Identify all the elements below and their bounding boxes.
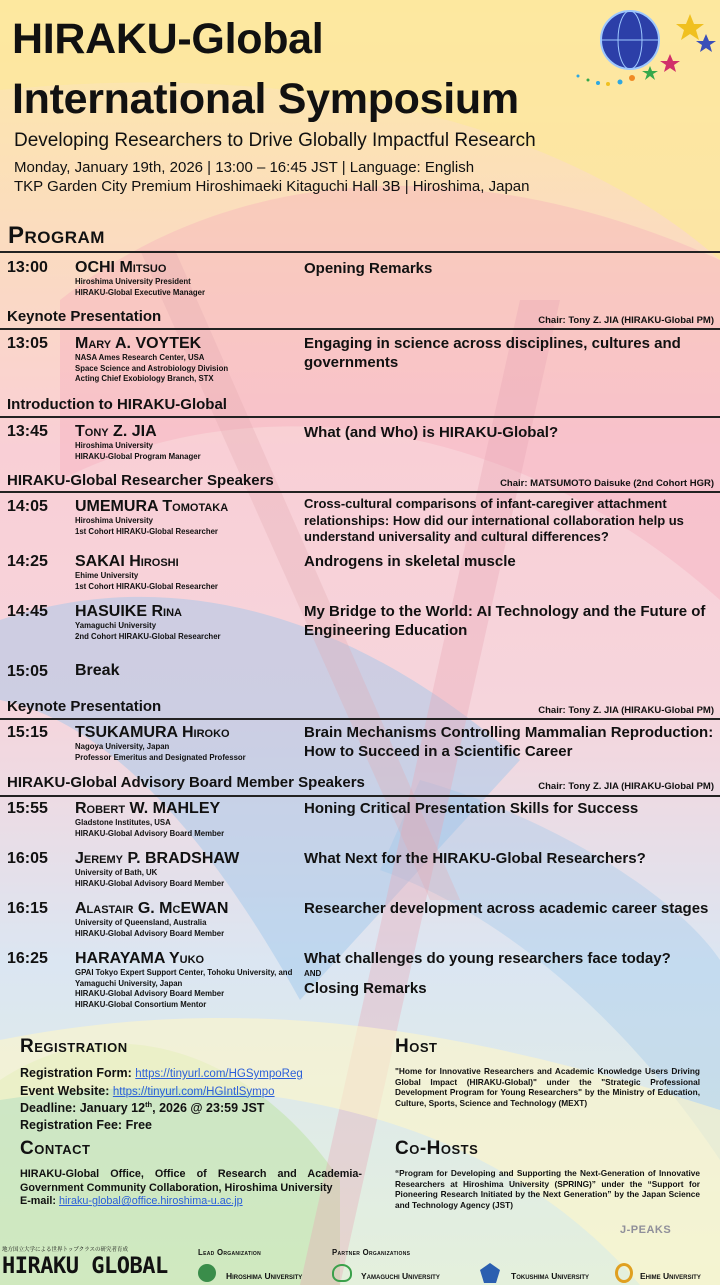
talk-title: Honing Critical Presentation Skills for Success — [304, 800, 639, 817]
registration-fee: Registration Fee: Free — [20, 1117, 152, 1132]
ehime-university-logo-icon — [615, 1263, 633, 1283]
speaker-affiliation: Hiroshima University — [75, 441, 153, 450]
speaker-block — [75, 335, 300, 385]
logo-caption: 地方国立大学による世界トップクラスの研究者育成 — [2, 1247, 129, 1253]
speaker-name: HASUIKE Rina — [75, 603, 182, 620]
speaker-block — [75, 662, 300, 680]
speaker-affiliation: Yamaguchi University — [75, 621, 157, 630]
speaker-name: HARAYAMA Yuko — [75, 950, 205, 967]
speaker-name: TSUKAMURA Hiroko — [75, 724, 230, 741]
hiraku-global-logo: HIRAKU GLOBAL — [2, 1254, 168, 1279]
hiroshima-university-logo-icon — [198, 1264, 216, 1282]
contact-email-link[interactable]: hiraku-global@office.hiroshima-u.ac.jp — [59, 1195, 243, 1208]
talk-title-group — [304, 949, 716, 998]
contact-heading: Contact — [20, 1138, 91, 1159]
talk-title: What (and Who) is HIRAKU-Global? — [304, 424, 559, 441]
chair-note: Chair: MATSUMOTO Daisuke (2nd Cohort HGR) — [500, 478, 714, 489]
speaker-affiliation: 2nd Cohort HIRAKU-Global Researcher — [75, 631, 221, 641]
talk-title: Engaging in science across disciplines, cultures and governments — [304, 335, 681, 371]
talk-title: Opening Remarks — [304, 260, 433, 277]
time-slot: 15:05 — [7, 663, 48, 680]
chair-note: Chair: Tony Z. JIA (HIRAKU-Global PM) — [538, 781, 714, 792]
cohosts-heading: Co-Hosts — [395, 1138, 479, 1159]
registration-block — [20, 1065, 370, 1133]
talk-title: Closing Remarks — [304, 980, 427, 997]
time-slot: 14:05 — [7, 498, 48, 515]
speaker-block — [75, 553, 300, 592]
speaker-block — [75, 724, 300, 763]
talk-title: Androgens in skeletal muscle — [304, 553, 516, 570]
speaker-name: UMEMURA Tomotaka — [75, 498, 229, 515]
speaker-name: OCHI Mitsuo — [75, 259, 167, 276]
section-label: Keynote Presentation — [7, 698, 162, 715]
chair-note: Chair: Tony Z. JIA (HIRAKU-Global PM) — [538, 705, 714, 716]
speaker-affiliation: Hiroshima University President — [75, 277, 191, 286]
time-slot: 16:05 — [7, 850, 48, 867]
speaker-name: Jeremy P. BRADSHAW — [75, 850, 240, 867]
talk-title: What Next for the HIRAKU-Global Researchers? — [304, 850, 646, 867]
speaker-affiliation: HIRAKU-Global Consortium Mentor — [75, 999, 207, 1009]
section-label: HIRAKU-Global Researcher Speakers — [7, 472, 274, 489]
speaker-affiliation: Space Science and Astrobiology Division — [75, 363, 229, 373]
lead-org-name: Hiroshima University — [226, 1271, 303, 1281]
time-slot: 14:45 — [7, 603, 48, 620]
speaker-affiliation: HIRAKU-Global Advisory Board Member — [75, 928, 225, 938]
venue-line: TKP Garden City Premium Hiroshimaeki Kitaguchi Hall 3B | Hiroshima, Japan — [14, 178, 530, 195]
divider — [0, 251, 720, 253]
time-slot: 15:15 — [7, 724, 48, 741]
divider — [0, 416, 720, 418]
partner-org-name: Ehime University — [640, 1271, 701, 1281]
date-line: Monday, January 19th, 2026 | 13:00 – 16:45 JST | Language: English — [14, 159, 475, 176]
speaker-block — [75, 850, 300, 889]
time-slot: 13:45 — [7, 423, 48, 440]
time-slot: 14:25 — [7, 553, 48, 570]
speaker-name: Robert W. MAHLEY — [75, 800, 221, 817]
time-slot: 13:00 — [7, 259, 48, 276]
speaker-affiliation: Professor Emeritus and Designated Professor — [75, 752, 246, 762]
section-label: HIRAKU-Global Advisory Board Member Speakers — [7, 774, 365, 791]
jpeaks-logo: J-PEAKS — [620, 1224, 672, 1236]
contact-text: HIRAKU-Global Office, Office of Research and Academia-Government Community Collaboration, Hiroshima University — [20, 1168, 362, 1194]
tokushima-university-logo-icon — [480, 1263, 500, 1283]
time-slot: 16:25 — [7, 950, 48, 967]
time-slot: 15:55 — [7, 800, 48, 817]
event-subtitle: Developing Researchers to Drive Globally Impactful Research — [14, 130, 536, 151]
event-title-line1: HIRAKU-Global — [12, 15, 324, 63]
speaker-affiliation: HIRAKU-Global Advisory Board Member — [75, 878, 225, 888]
program-heading: Program — [8, 222, 105, 249]
speaker-affiliation: HIRAKU-Global Program Manager — [75, 451, 201, 461]
divider — [0, 328, 720, 330]
talk-title: Brain Mechanisms Controlling Mammalian Reproduction: How to Succeed in a Scientific Career — [304, 724, 714, 760]
speaker-block — [75, 423, 300, 462]
speaker-affiliation: University of Queensland, Australia — [75, 918, 207, 927]
speaker-affiliation: Gladstone Institutes, USA — [75, 818, 171, 827]
break-label: Break — [75, 662, 120, 679]
section-label: Introduction to HIRAKU-Global — [7, 396, 227, 413]
speaker-affiliation: 1st Cohort HIRAKU-Global Researcher — [75, 581, 218, 591]
section-label: Keynote Presentation — [7, 308, 162, 325]
registration-form-link[interactable]: https://tinyurl.com/HGSympoReg — [135, 1068, 303, 1080]
speaker-affiliation: Nagoya University, Japan — [75, 742, 170, 751]
speaker-affiliation: NASA Ames Research Center, USA — [75, 353, 205, 362]
registration-form-label: Registration Form: — [20, 1066, 132, 1080]
speaker-name: Mary A. VOYTEK — [75, 335, 202, 352]
speaker-affiliation: 1st Cohort HIRAKU-Global Researcher — [75, 526, 218, 536]
and-connector: AND — [304, 969, 322, 978]
speaker-affiliation: HIRAKU-Global Advisory Board Member — [75, 828, 225, 838]
speaker-name: Alastair G. McEWAN — [75, 900, 229, 917]
event-website-link[interactable]: https://tinyurl.com/HGIntlSympo — [112, 1085, 275, 1098]
event-title-line2: International Symposium — [12, 75, 519, 123]
talk-title: Researcher development across academic career stages — [304, 900, 709, 917]
speaker-affiliation: University of Bath, UK — [75, 868, 158, 877]
partner-org-name: Tokushima University — [511, 1271, 590, 1281]
talk-title: My Bridge to the World: AI Technology and the Future of Engineering Education — [304, 603, 706, 639]
lead-org-label: Lead Organization — [198, 1248, 261, 1257]
speaker-affiliation: Acting Chief Exobiology Branch, STX — [75, 374, 214, 383]
speaker-block — [75, 259, 300, 298]
speaker-name: Tony Z. JIA — [75, 423, 157, 440]
speaker-block — [75, 603, 300, 642]
talk-title: Cross-cultural comparisons of infant-caregiver attachment relationships: How did our international collaboration help us understand universality and cultural differences? — [304, 496, 684, 544]
speaker-block — [75, 900, 300, 939]
partner-org-label: Partner Organizations — [332, 1248, 411, 1257]
host-heading: Host — [395, 1036, 438, 1057]
speaker-affiliation: HIRAKU-Global Executive Manager — [75, 287, 205, 297]
speaker-name: SAKAI Hiroshi — [75, 553, 179, 570]
divider — [0, 491, 720, 493]
event-website-label: Event Website: — [20, 1083, 110, 1098]
speaker-block — [75, 950, 300, 1010]
cohosts-text: “Program for Developing and Supporting the Next-Generation of Innovative Researchers at Hiroshima University (SPRING)” under the “Support for Pioneering Research Initiated by the Next Generation” by the Japan Science and Technology Agency (JST) — [395, 1168, 700, 1211]
registration-heading: Registration — [20, 1036, 128, 1057]
talk-title: What challenges do young researchers face today? — [304, 950, 671, 967]
divider — [0, 718, 720, 720]
time-slot: 16:15 — [7, 900, 48, 917]
speaker-affiliation: HIRAKU-Global Advisory Board Member — [75, 989, 225, 998]
contact-block: HIRAKU-Global Office, Office of Research and Academia-Government Community Collaboration, Hiroshima University E-mail: hiraku-global@office.hiroshima-u.ac.jp — [20, 1168, 362, 1208]
yamaguchi-university-logo-icon — [332, 1264, 352, 1282]
divider — [0, 795, 720, 797]
deadline: Deadline: January 12th, 2026 @ 23:59 JST — [20, 1099, 265, 1115]
time-slot: 13:05 — [7, 335, 48, 352]
speaker-block — [75, 800, 300, 839]
speaker-affiliation: Hiroshima University — [75, 516, 153, 525]
chair-note: Chair: Tony Z. JIA (HIRAKU-Global PM) — [538, 315, 714, 326]
host-text: "Home for Innovative Researchers and Academic Knowledge Users Driving Global Impact (HIRAKU-Global)" under the "Strategic Professional Development Program for Young Researchers" by the Ministry of Education, Culture, Sports, Science and Technology (MEXT) — [395, 1066, 700, 1109]
speaker-affiliation: Ehime University — [75, 571, 139, 580]
speaker-block — [75, 498, 300, 537]
partner-org-name: Yamaguchi University — [361, 1271, 440, 1281]
globe-stars-logo — [570, 4, 718, 94]
speaker-affiliation: GPAI Tokyo Expert Support Center, Tohoku University, and Yamaguchi University, Japan — [75, 968, 293, 988]
